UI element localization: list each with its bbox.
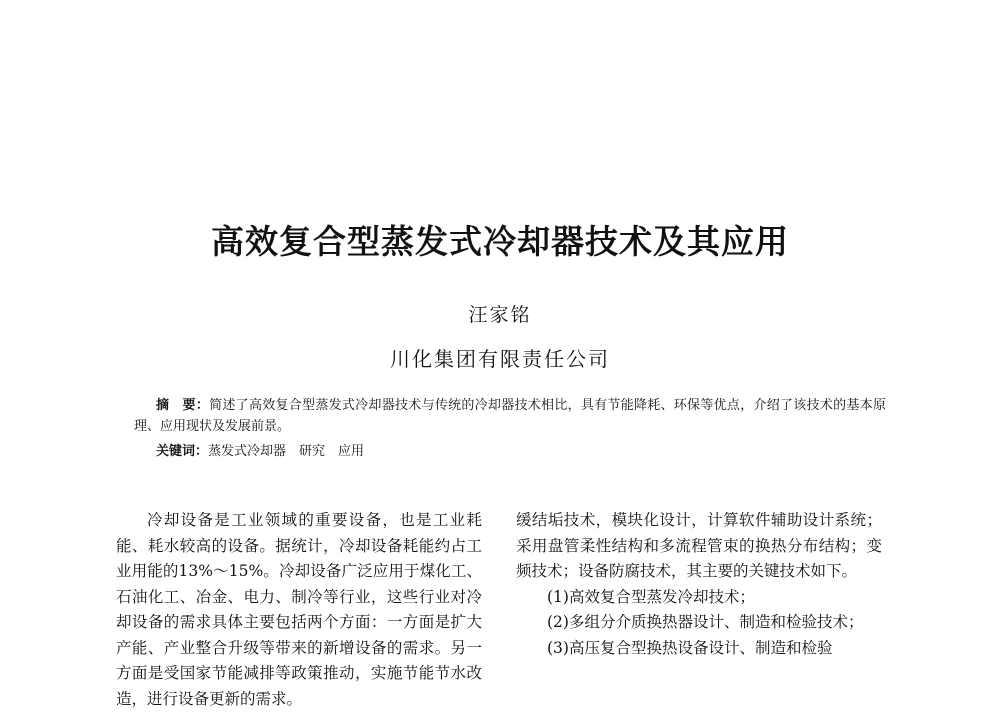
keywords-label: 关键词：	[156, 444, 209, 459]
list-item-1: (1)高效复合型蒸发冷却技术；	[547, 587, 755, 606]
author-name: 汪家铭	[468, 304, 532, 326]
abstract-label: 摘 要：	[156, 398, 210, 413]
author-affiliation: 川化集团有限责任公司	[390, 347, 610, 371]
body-column-right	[516, 508, 882, 661]
list-item-2: (2)多组分介质换热器设计、制造和检验技术；	[547, 613, 864, 631]
body-column-left	[116, 508, 482, 712]
abstract-text: 简述了高效复合型蒸发式冷却器技术与传统的冷却器技术相比，具有节能降耗、环保等优点，介绍了该技术的基本原理、应用现状及发展前景。	[134, 398, 886, 434]
keywords	[156, 441, 886, 462]
keywords-text: 蒸发式冷却器 研究 应用	[208, 444, 365, 459]
list-item-3: (3)高压复合型换热设备设计、制造和检验	[547, 638, 833, 657]
abstract	[134, 395, 886, 437]
body-paragraph-continued: 缓结垢技术，模块化设计，计算软件辅助设计系统；采用盘管柔性结构和多流程管束的换热分布结构；变频技术；设备防腐技术，其主要的关键技术如下。	[516, 511, 882, 580]
body-paragraph: 冷却设备是工业领域的重要设备，也是工业耗能、耗水较高的设备。据统计，冷却设备耗能约占工业用能的13%～15%。冷却设备广泛应用于煤化工、石油化工、冶金、电力、制冷等行业，这些行业对冷却设备的需求具体主要包括两个方面：一方面是扩大产能、产业整合升级等带来的新增设备的需求。另一方面是受国家节能减排等政策推动，实施节能节水改造，进行设备更新的需求。	[116, 511, 482, 708]
paper-title: 高效复合型蒸发式冷却器技术及其应用	[211, 222, 789, 261]
